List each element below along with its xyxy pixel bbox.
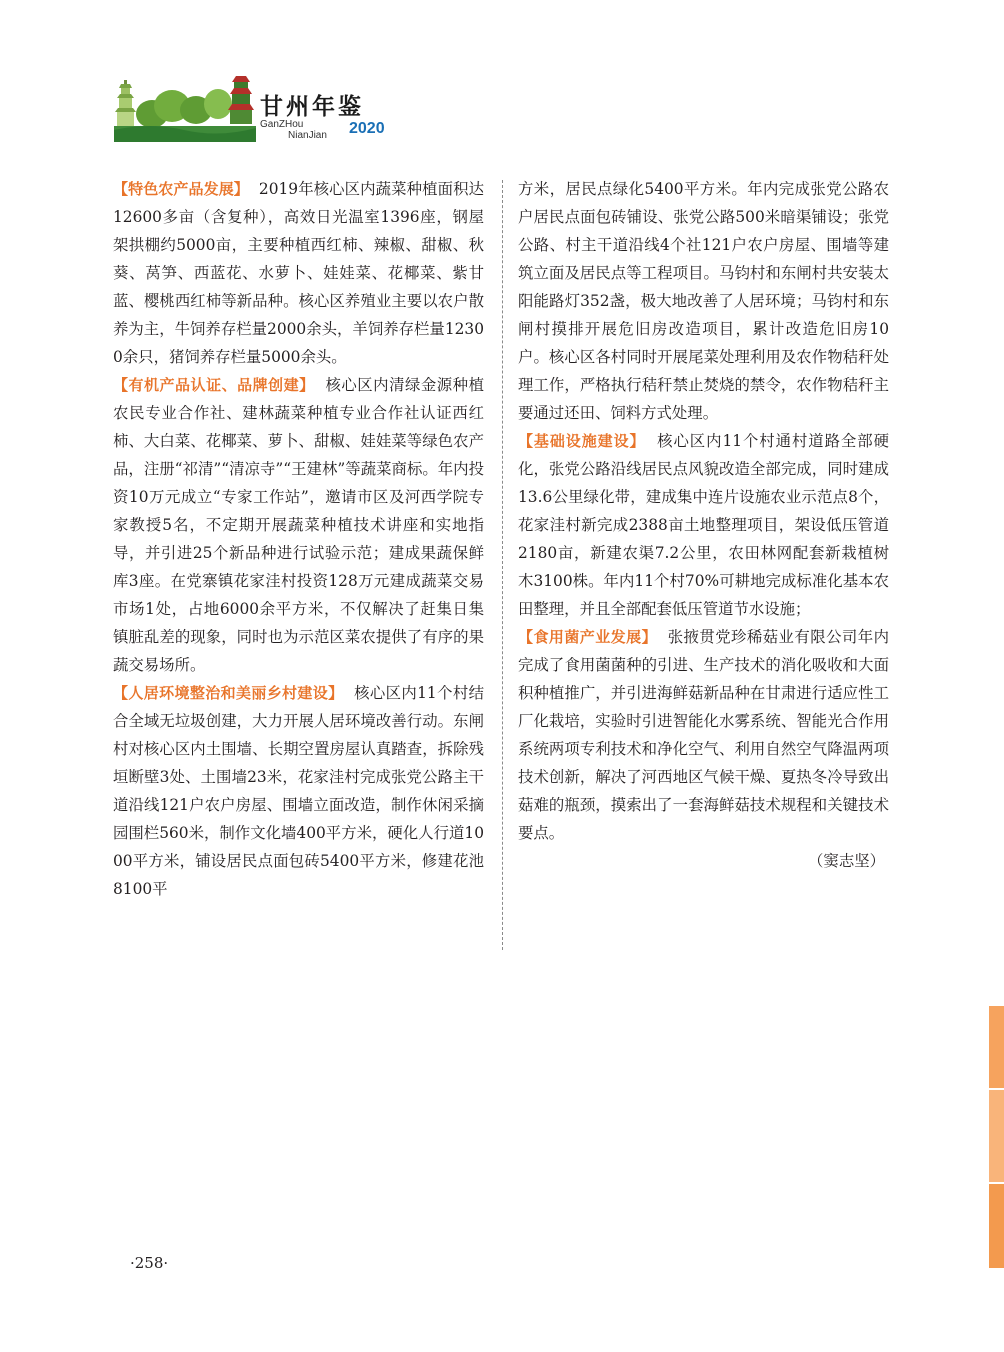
section-edible-fungi: [518, 623, 889, 847]
section-body: 核心区内清绿金源种植农民专业合作社、建林蔬菜种植专业合作社认证西红柿、大白菜、花椰菜、萝卜、甜椒、娃娃菜等绿色农产品，注册“祁清”“清凉寺”“王建林”等蔬菜商标。年内投资10万元成立“专家工作站”，邀请市区及河西学院专家教授5名，不定期开展蔬菜种植技术讲座和实地指导，并引进25个新品种进行试验示范；建成果蔬保鲜库3座。在党寨镇花家洼村投资128万元建成蔬菜交易市场1处，占地6000余平方米，不仅解决了赶集日集镇脏乱差的现象，同时也为示范区菜农提供了有序的果蔬交易场所。: [113, 376, 484, 674]
side-tab-middle: [989, 1090, 1004, 1182]
section-heading: 【基础设施建设】: [518, 432, 646, 450]
section-heading: 【特色农产品发展】: [113, 180, 249, 198]
yearbook-year: 2020: [349, 120, 385, 137]
section-body: 张掖贯党珍稀菇业有限公司年内完成了食用菌菌种的引进、生产技术的消化吸收和大面积种植推广，并引进海鲜菇新品种在甘肃进行适应性工厂化栽培，实验时引进智能化水雾系统、智能光合作用系统两项专利技术和净化空气、利用自然空气降温两项技术创新，解决了河西地区气候干燥、夏热冬冷导致出菇难的瓶颈，摸索出了一套海鲜菇技术规程和关键技术要点。: [518, 628, 889, 842]
section-infrastructure: [518, 427, 889, 623]
section-heading: 【食用菌产业发展】: [518, 628, 658, 646]
section-living-environment-continued: [518, 175, 889, 427]
page-number: ·258·: [130, 1254, 169, 1272]
section-body: 方米，居民点绿化5400平方米。年内完成张党公路农户居民点面包砖铺设、张党公路500米暗渠铺设；张党公路、村主干道沿线4个社121户农户房屋、围墙等建筑立面及居民点等工程项目。马钧村和东闸村共安装太阳能路灯352盏，极大地改善了人居环境；马钧村和东闸村摸排开展危旧房改造项目，累计改造危旧房10户。核心区各村同时开展尾菜处理利用及农作物秸秆处理工作，严格执行秸秆禁止焚烧的禁令，农作物秸秆主要通过还田、饲料方式处理。: [518, 180, 889, 422]
section-specialty-agriculture: [113, 175, 484, 371]
header-landscape-illustration: [114, 74, 256, 142]
yearbook-logo-chinese: 甘州年鉴: [260, 93, 364, 120]
section-heading: 【人居环境整治和美丽乡村建设】: [113, 684, 344, 702]
left-column: [113, 175, 484, 903]
column-divider: [502, 180, 503, 950]
author-credit: （窦志坚）: [808, 852, 885, 870]
side-tab-top: [989, 1006, 1004, 1088]
section-body: 2019年核心区内蔬菜种植面积达12600多亩（含复种），高效日光温室1396座，钢屋架拱棚约5000亩，主要种植西红柿、辣椒、甜椒、秋葵、莴笋、西蓝花、水萝卜、娃娃菜、花椰菜、紫甘蓝、樱桃西红柿等新品种。核心区养殖业主要以农户散养为主，牛饲养存栏量2000余头，羊饲养存栏量12300余只，猪饲养存栏量5000余头。: [113, 180, 484, 366]
yearbook-logo-latin-line2: NianJian: [288, 130, 327, 141]
section-body: 核心区内11个村结合全域无垃圾创建，大力开展人居环境改善行动。东闸村对核心区内土围墙、长期空置房屋认真踏查，拆除残垣断壁3处、土围墙23米，花家洼村完成张党公路主干道沿线121户农户房屋、围墙立面改造，制作休闲采摘园围栏560米，制作文化墙400平方米，硬化人行道1000平方米，铺设居民点面包砖5400平方米，修建花池8100平: [113, 684, 484, 898]
section-heading: 【有机产品认证、品牌创建】: [113, 376, 315, 394]
section-organic-certification: [113, 371, 484, 679]
page-header: [114, 74, 414, 146]
yearbook-logo-latin-line1: GanZHou: [260, 119, 304, 130]
side-tab-bottom: [989, 1184, 1004, 1268]
section-body: 核心区内11个村通村道路全部硬化，张党公路沿线居民点风貌改造全部完成，同时建成13.6公里绿化带，建成集中连片设施农业示范点8个，花家洼村新完成2388亩土地整理项目，架设低压管道2180亩，新建农渠7.2公里，农田林网配套新栽植树木3100株。年内11个村70%可耕地完成标准化基本农田整理，并且全部配套低压管道节水设施；: [518, 432, 889, 618]
right-column: [518, 175, 889, 875]
section-living-environment: [113, 679, 484, 903]
